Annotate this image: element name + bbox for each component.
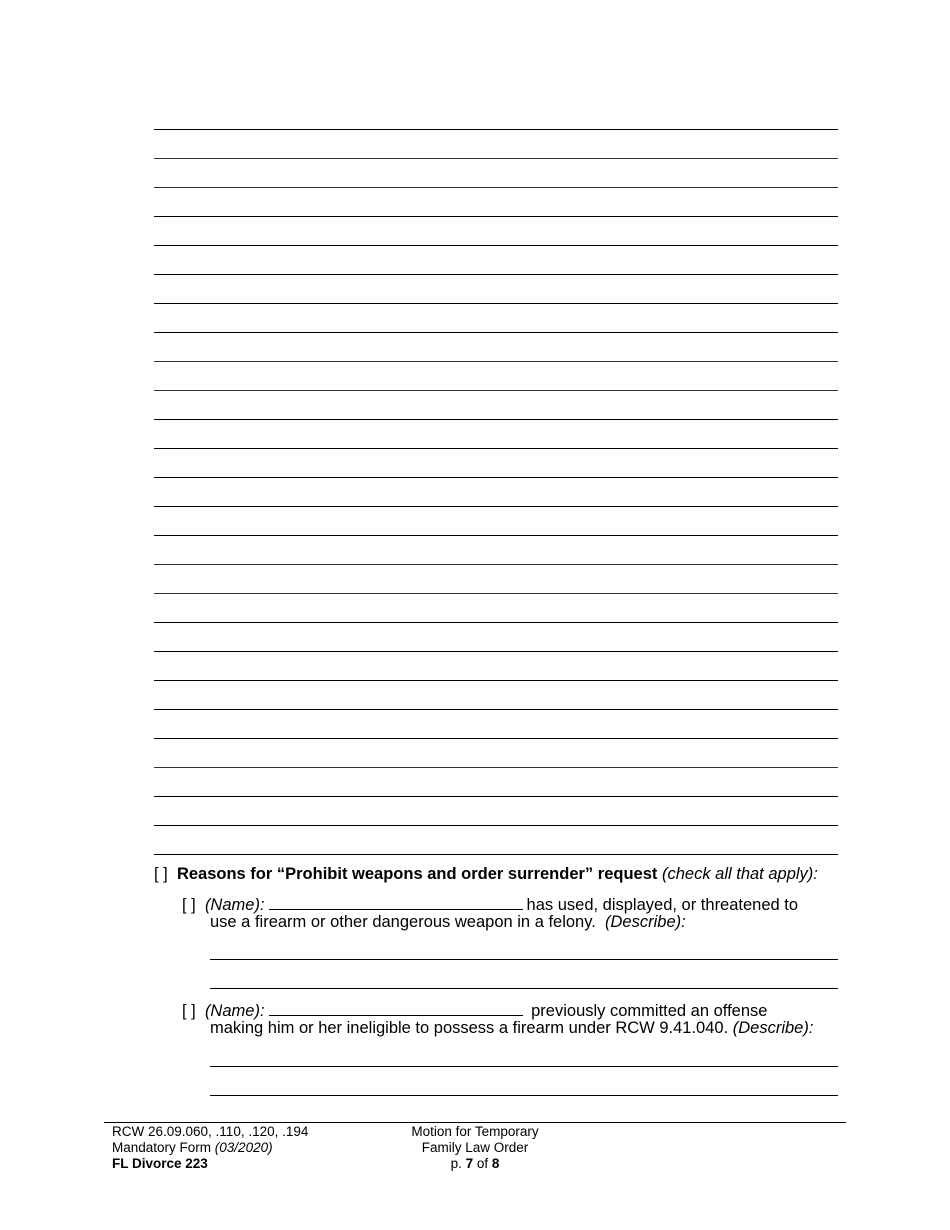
writing-line[interactable] [154,535,838,536]
section-title: Reasons for “Prohibit weapons and order surrender” request [176,865,658,883]
item-1-describe-line[interactable] [210,988,838,989]
item-2-describe-line[interactable] [210,1095,838,1096]
writing-line[interactable] [154,477,838,478]
item-1-describe-line[interactable] [210,959,838,960]
writing-line[interactable] [154,622,838,623]
item-2-line-2 [210,1019,813,1038]
writing-line[interactable] [154,854,838,855]
writing-line[interactable] [154,245,838,246]
writing-line[interactable] [154,709,838,710]
footer-page-number [375,1156,575,1172]
writing-line[interactable] [154,361,838,362]
item-1-text-2: use a firearm or other dangerous weapon in a felony. [210,913,596,931]
item-1-line-2 [210,913,686,932]
item-1-checkbox[interactable]: [ ] [182,896,196,914]
item-2-name-label: (Name): [204,1002,265,1020]
writing-line[interactable] [154,680,838,681]
writing-line[interactable] [154,448,838,449]
writing-line[interactable] [154,593,838,594]
item-2-checkbox[interactable]: [ ] [182,1002,196,1020]
footer-page-of: of [476,1156,489,1171]
footer-mandatory-date: (03/2020) [214,1140,273,1155]
writing-line[interactable] [154,419,838,420]
writing-line[interactable] [154,738,838,739]
writing-line[interactable] [154,129,838,130]
section-instructions: (check all that apply): [661,865,818,883]
item-1-describe-label: (Describe): [605,913,686,931]
item-2-text-1: previously committed an offense [531,1002,768,1020]
footer-mandatory [112,1140,308,1156]
item-2-name-field[interactable] [269,1000,523,1016]
footer-form-id: FL Divorce 223 [112,1156,208,1171]
footer-rcw: RCW 26.09.060, .110, .120, .194 [112,1124,309,1139]
footer-page-total: 8 [491,1156,500,1171]
writing-line[interactable] [154,564,838,565]
writing-line[interactable] [154,796,838,797]
writing-line[interactable] [154,390,838,391]
writing-line[interactable] [154,825,838,826]
section-checkbox[interactable]: [ ] [154,865,168,883]
section-heading [154,865,818,884]
item-2-describe-label: (Describe): [732,1019,814,1037]
item-1-name-label: (Name): [204,896,265,914]
writing-line[interactable] [154,274,838,275]
item-1-line-1 [182,894,798,915]
footer-doc-title-1: Motion for Temporary [411,1124,539,1139]
writing-line[interactable] [154,767,838,768]
writing-line[interactable] [154,158,838,159]
writing-line[interactable] [154,216,838,217]
footer-mandatory-label: Mandatory Form [112,1140,212,1155]
footer-center [375,1124,575,1172]
footer-divider [104,1122,846,1123]
footer-left [112,1124,308,1172]
writing-line[interactable] [154,332,838,333]
footer-page-prefix: p. [450,1156,462,1171]
writing-line[interactable] [154,187,838,188]
item-2-line-1 [182,1000,767,1021]
item-2-describe-line[interactable] [210,1066,838,1067]
item-1-name-field[interactable] [269,894,523,910]
writing-line[interactable] [154,651,838,652]
item-2-text-2: making him or her ineligible to possess a firearm under RCW 9.41.040. [210,1019,729,1037]
footer-doc-title-2: Family Law Order [421,1140,529,1155]
item-1-text-1: has used, displayed, or threatened to [526,896,799,914]
writing-line[interactable] [154,506,838,507]
writing-line[interactable] [154,303,838,304]
footer-page-current: 7 [465,1156,474,1171]
